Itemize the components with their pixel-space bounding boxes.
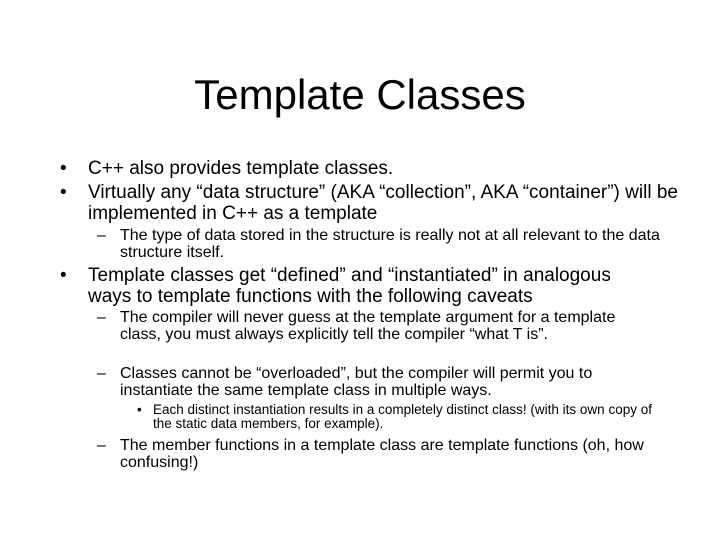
sub-bullet-text: Classes cannot be “overloaded”, but the compiler will permit you to instantiate the same template class in multiple ways. [120, 365, 593, 399]
bullet-text: C++ also provides template classes. [88, 158, 394, 179]
bullet-text: Template classes get “defined” and “instantiated” in analogous ways to template functions with the following caveats [88, 265, 611, 307]
sub-bullet-item [0, 227, 720, 261]
slide-title: Template Classes [194, 71, 526, 118]
bullet-text: Virtually any “data structure” (AKA “collection”, AKA “container”) will be implemented in C++ as a template [88, 182, 678, 224]
sub-bullet-marker: – [97, 309, 106, 326]
sub-bullet-item [0, 309, 720, 360]
sub-sub-bullet-item [0, 403, 720, 431]
sub-bullet-marker: – [97, 227, 106, 244]
bullet-marker: • [60, 158, 67, 179]
sub-bullet-item [0, 365, 720, 399]
sub-bullet-marker: – [97, 365, 106, 382]
sub-bullet-marker: – [97, 437, 106, 454]
sub-sub-bullet-marker: • [137, 402, 142, 417]
sub-bullet-text: The compiler will never guess at the template argument for a template class, you must always explicitly tell the compiler “what T is”. [120, 309, 616, 343]
sub-bullet-text: The member functions in a template class are template functions (oh, how confusing!) [120, 437, 644, 471]
bullet-item [0, 265, 720, 307]
bullet-item [0, 182, 720, 224]
sub-bullet-item [0, 437, 720, 471]
sub-sub-bullet-text: Each distinct instantiation results in a completely distinct class! (with its own copy of the static data members, for example). [153, 402, 652, 431]
bullet-marker: • [60, 265, 67, 286]
bullet-marker: • [60, 182, 67, 203]
bullet-item [0, 158, 720, 179]
sub-bullet-text: The type of data stored in the structure is really not at all relevant to the data structure itself. [120, 227, 660, 261]
